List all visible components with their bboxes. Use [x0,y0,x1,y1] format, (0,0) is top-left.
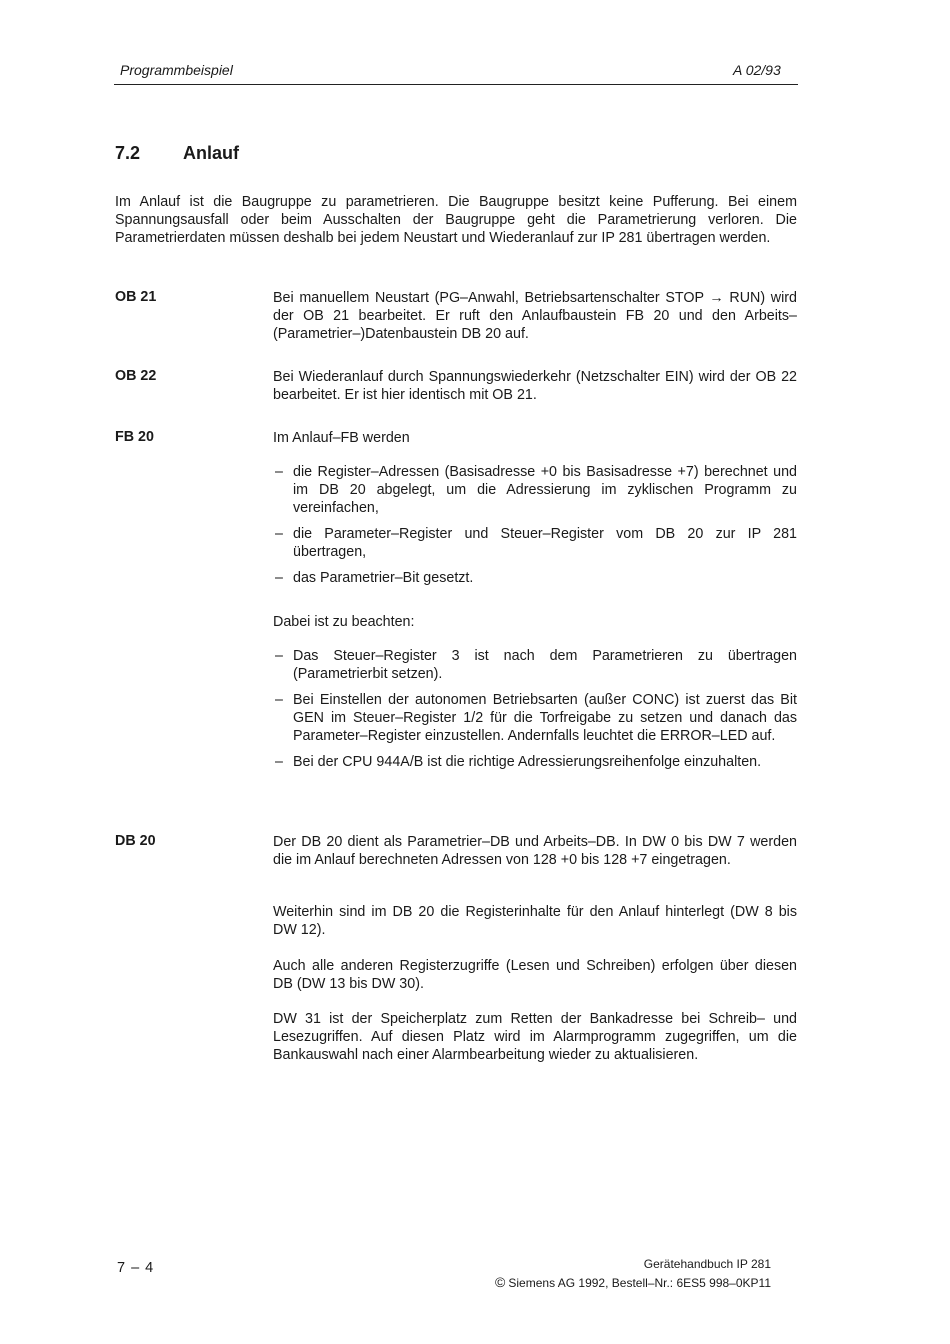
ob21-text: Bei manuellem Neustart (PG–Anwahl, Betriebsartenschalter STOP → RUN) wird der OB 21 bearbeitet. Er ruft den Anlaufbaustein FB 20 und den Arbeits–(Parametrier–)Datenbaustein DB 20 auf. [273,290,797,342]
copyright-text: Siemens AG 1992, Bestell–Nr.: 6ES5 998–0KP11 [508,1276,771,1290]
dash-bullet: – [275,648,283,664]
fb20-task-list [273,463,797,595]
list-item: – Das Steuer–Register 3 ist nach dem Parametrieren zu übertragen (Parametrierbit setzen). [275,648,797,682]
section-number: 7.2 [115,143,141,163]
running-header-title: Programmbeispiel [120,62,233,78]
db20-paragraph: DW 31 ist der Speicherplatz zum Retten der Bankadresse bei Schreib– und Lesezugriffen. Auf diesen Platz wird im Alarmprogramm zugegriffen, um die Bankauswahl nach einer Alarmbearbeitung wieder zu aktualisieren. [273,1011,797,1063]
copyright-icon: © [495,1274,506,1290]
section-heading [115,143,239,164]
ob22-label: OB 22 [115,368,157,384]
page-number: 7 – 4 [117,1260,155,1276]
manual-title: Gerätehandbuch IP 281 [643,1257,771,1271]
list-item: – die Register–Adressen (Basisadresse +0 bis Basisadresse +7) berechnet und im DB 20 abgelegt, um die Adressierung im zyklischen Programm zu vereinfachen, [275,464,797,516]
dash-bullet: – [275,570,283,586]
dash-bullet: – [275,692,283,708]
db20-paragraph: Weiterhin sind im DB 20 die Registerinhalte für den Anlauf hinterlegt (DW 8 bis DW 12). [273,904,797,938]
db20-paragraph: Der DB 20 dient als Parametrier–DB und Arbeits–DB. In DW 0 bis DW 7 werden die im Anlauf berechneten Adressen von 128 +0 bis 128 +7 eingetragen. [273,834,797,868]
copyright-line [495,1274,771,1290]
list-item: – das Parametrier–Bit gesetzt. [275,570,474,586]
db20-paragraph: Auch alle anderen Registerzugriffe (Lesen und Schreiben) erfolgen über diesen DB (DW 13 bis DW 30). [273,958,797,992]
fb20-note-intro: Dabei ist zu beachten: [273,614,415,630]
fb20-note-list [273,647,797,779]
dash-bullet: – [275,526,283,542]
dash-bullet: – [275,754,283,770]
db20-label: DB 20 [115,833,156,849]
list-item: – Bei Einstellen der autonomen Betriebsarten (außer CONC) ist zuerst das Bit GEN im Steuer–Register 1/2 für die Torfreigabe zu setzen und danach das Parameter–Register einzustellen. Andernfalls leuchtet die ERROR–LED auf. [275,692,797,744]
header-rule [114,84,798,85]
list-item: – Bei der CPU 944A/B ist die richtige Adressierungsreihenfolge einzuhalten. [275,754,762,770]
intro-paragraph: Im Anlauf ist die Baugruppe zu parametrieren. Die Baugruppe besitzt keine Pufferung. Bei einem Spannungsausfall oder beim Ausschalten der Baugruppe geht die Parametrierung verloren. Die Parametrierdaten müssen deshalb bei jedem Neustart und Wiederanlauf zur IP 281 übertragen werden. [115,194,797,246]
fb20-intro: Im Anlauf–FB werden [273,430,410,446]
fb20-label: FB 20 [115,429,154,445]
ob21-label: OB 21 [115,289,157,305]
dash-bullet: – [275,464,283,480]
ob22-text: Bei Wiederanlauf durch Spannungswiederkehr (Netzschalter EIN) wird der OB 22 bearbeitet. Er ist hier identisch mit OB 21. [273,369,797,403]
running-header-date: A 02/93 [733,62,781,78]
list-item: – die Parameter–Register und Steuer–Register vom DB 20 zur IP 281 übertragen, [275,526,797,560]
section-title: Anlauf [183,143,239,163]
